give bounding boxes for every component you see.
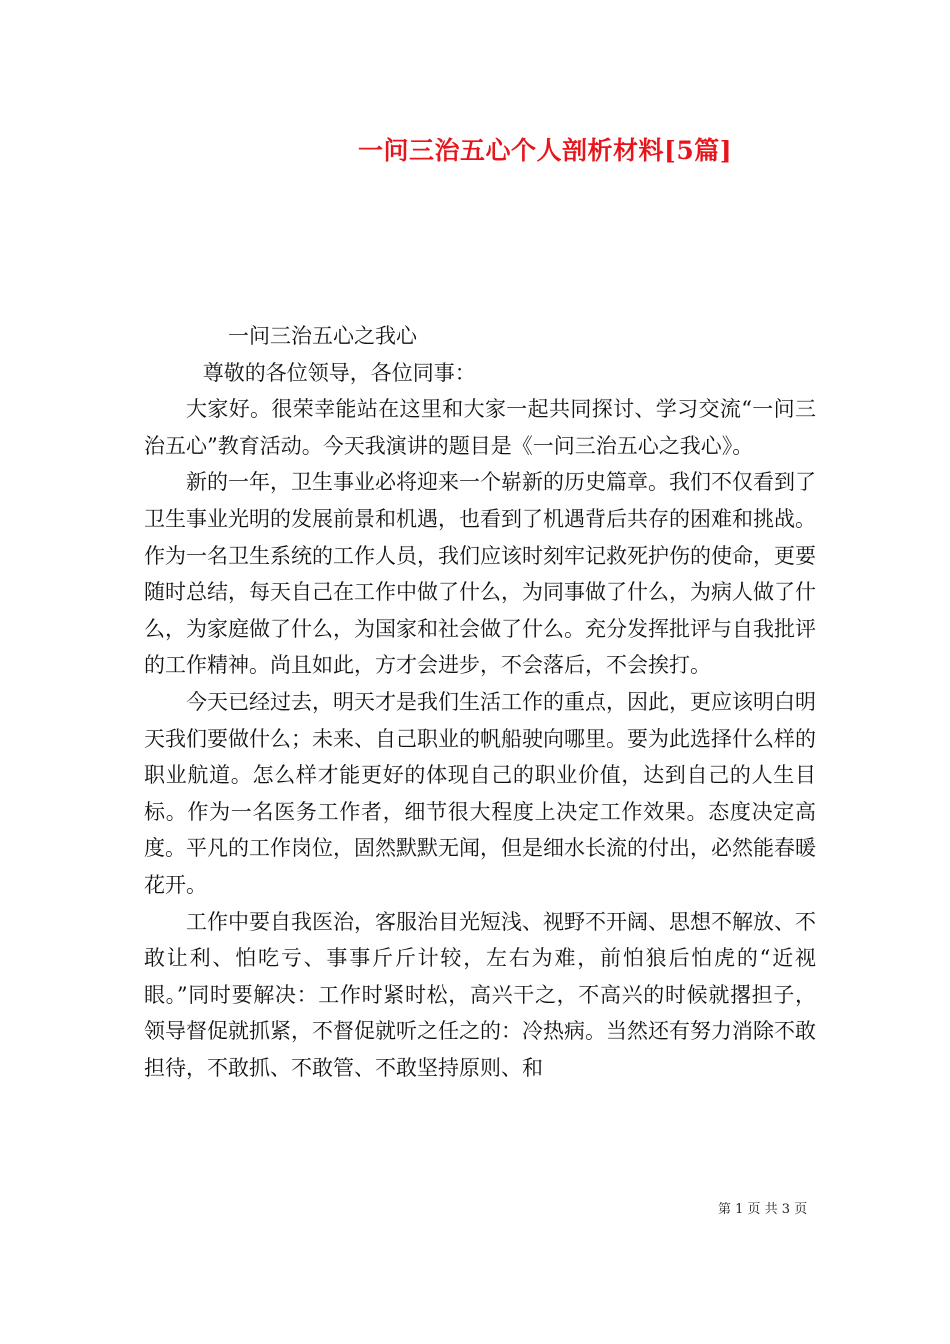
- section-subtitle: 一问三治五心之我心: [228, 324, 417, 348]
- paragraph: 新的一年，卫生事业必将迎来一个崭新的历史篇章。我们不仅看到了卫生事业光明的发展前景和机遇，也看到了机遇背后共存的困难和挑战。作为一名卫生系统的工作人员，我们应该时刻牢记救死护伤的使命，更要随时总结，每天自己在工作中做了什么，为同事做了什么，为病人做了什么，为家庭做了什么，为国家和社会做了什么。充分发挥批评与自我批评的工作精神。尚且如此，方才会进步，不会落后，不会挨打。: [144, 470, 816, 678]
- greeting: 尊敬的各位领导，各位同事：: [202, 360, 476, 385]
- document-title: 一问三治五心个人剖析材料[5篇]: [358, 136, 733, 165]
- paragraph: 今天已经过去，明天才是我们生活工作的重点，因此，更应该明白明天我们要做什么；未来、自己职业的帆船驶向哪里。要为此选择什么样的职业航道。怎么样才能更好的体现自己的职业价值，达到自己的人生目标。作为一名医务工作者，细节很大程度上决定工作效果。态度决定高度。平凡的工作岗位，固然默默无闻，但是细水长流的付出，必然能春暖花开。: [144, 689, 816, 897]
- page-number: 第 1 页 共 3 页: [718, 1202, 808, 1217]
- paragraph: 大家好。很荣幸能站在这里和大家一起共同探讨、学习交流“一问三治五心”教育活动。今天我演讲的题目是《一问三治五心之我心》。: [144, 397, 816, 458]
- document-body: [144, 318, 816, 1086]
- paragraph: 工作中要自我医治，客服治目光短浅、视野不开阔、思想不解放、不敢让利、怕吃亏、事事斤斤计较，左右为难，前怕狼后怕虎的“近视眼。”同时要解决：工作时紧时松，高兴干之，不高兴的时候就撂担子，领导督促就抓紧，不督促就听之任之的：冷热病。当然还有努力消除不敢担待，不敢抓、不敢管、不敢坚持原则、和: [144, 909, 816, 1080]
